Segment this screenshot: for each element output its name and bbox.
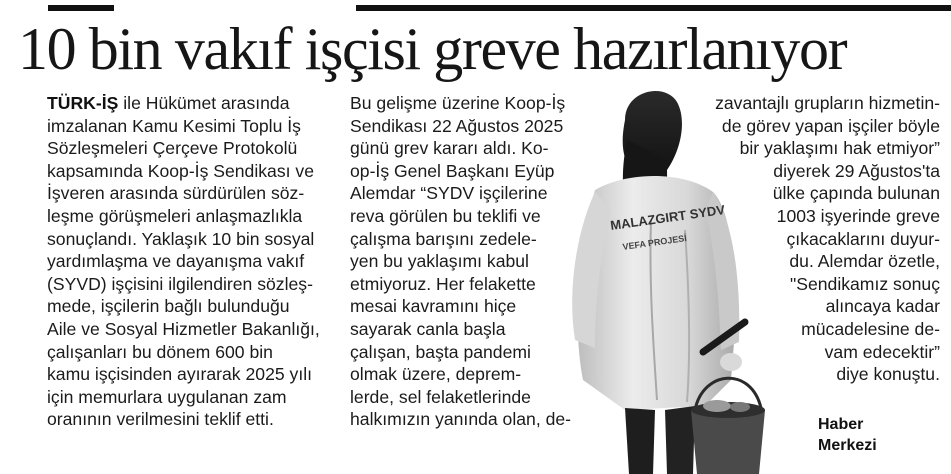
text-line: op-İş Genel Başkanı Eyüp: [350, 160, 555, 181]
text-line: Sendikası 22 Ağustos 2025: [350, 115, 564, 136]
text-line: Aile ve Sosyal Hizmetler Bakanlığı,: [47, 318, 320, 339]
text-line: Bu gelişme üzerine Koop-İş: [350, 93, 566, 113]
text-line: leşme görüşmeleri anlaşmazlıkla: [47, 205, 303, 226]
text-line: lerde, sel felaketlerinde: [350, 386, 531, 407]
text-line: yen bu yaklaşımı kabul: [350, 251, 529, 272]
article-column-1: [47, 92, 337, 431]
lead-rest: ile Hükümet arasında: [118, 93, 290, 113]
text-line: (SYVD) işçisini ilgilendiren sözleş-: [47, 273, 313, 294]
text-line: çalışanları bu dönem 600 bin: [47, 341, 273, 362]
text-line: olmak üzere, deprem-: [350, 364, 522, 385]
text-line: Sözleşmeleri Çerçeve Protokolü: [47, 138, 298, 159]
text-line: bir yaklaşımı hak etmiyor”: [739, 138, 940, 159]
text-line: alıncaya kadar: [825, 296, 940, 317]
text-line: kamu işçisinden ayırarak 2025 yılı: [47, 364, 313, 385]
byline-line-2: Merkezi: [818, 437, 877, 454]
text-line: ülke çapında bulunan: [772, 183, 940, 204]
text-line: sayarak canla başla: [350, 318, 506, 339]
top-rule-right: [356, 5, 951, 11]
text-line: mücadelesine de-: [801, 318, 940, 339]
lead-line: [47, 92, 337, 115]
text-line: "Sendikamız sonuç: [789, 273, 940, 294]
text-line: sonuçlandı. Yaklaşık 10 bin sosyal: [47, 228, 315, 249]
text-line: çalışan, başta pandemi: [350, 341, 531, 362]
text-line: halkımızın yanında olan, de-: [350, 409, 572, 430]
text-line: mede, işçilerin bağlı bulunduğu: [47, 296, 290, 317]
byline: [818, 414, 877, 456]
svg-text:MALAZGIRT SYDV: MALAZGIRT SYDV: [609, 202, 726, 233]
text-line: yardımlaşma ve dayanışma vakıf: [47, 251, 305, 272]
text-line: 1003 işyerinde greve: [776, 205, 940, 226]
text-line: du. Alemdar özetle,: [789, 251, 940, 272]
text-line: vam edecektir”: [824, 341, 940, 362]
text-line: için memurlara uygulanan zam: [47, 386, 287, 407]
text-line: diyerek 29 Ağustos'ta: [773, 160, 940, 181]
text-line: oranının verilmesini teklif etti.: [47, 409, 274, 430]
top-rule-left: [48, 5, 114, 11]
text-line: çalışma barışını zedele-: [350, 228, 537, 249]
text-line: Alemdar “SYDV işçilerine: [350, 183, 548, 204]
text-line: etmiyoruz. Her felakette: [350, 273, 536, 294]
article-column-2: [350, 92, 588, 431]
svg-text:VEFA PROJESİ: VEFA PROJESİ: [621, 233, 688, 252]
brand-turk-is: TÜRK-İŞ: [47, 93, 119, 113]
text-line: imzalanan Kamu Kesimi Toplu İş: [47, 115, 301, 136]
text-line: çıkacaklarını duyur-: [786, 228, 940, 249]
text-line: mesai kavramını hiçe: [350, 296, 517, 317]
article-headline: 10 bin vakıf işçisi greve hazırlanıyor: [18, 16, 847, 82]
byline-line-1: Haber: [818, 416, 864, 433]
text-line: kapsamında Koop-İş Sendikası ve: [47, 160, 314, 181]
text-line: reva görülen bu teklifi ve: [350, 205, 541, 226]
text-line: diye konuştu.: [836, 364, 940, 385]
article-column-3: [598, 92, 940, 386]
text-line: zavantajlı grupların hizmetin-: [715, 93, 940, 113]
text-line: günü grev kararı aldı. Ko-: [350, 138, 549, 159]
text-line: de görev yapan işçiler böyle: [721, 115, 940, 136]
text-line: İşveren arasında sürdürülen söz-: [47, 183, 305, 204]
